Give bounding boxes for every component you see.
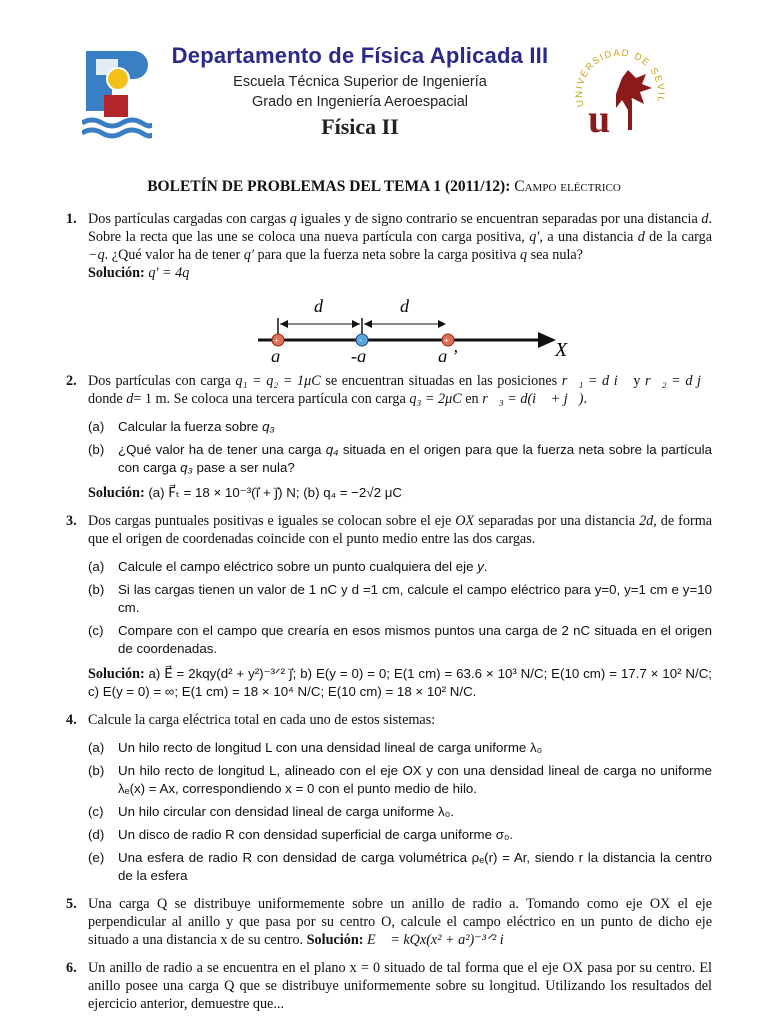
charge-label: q ’ <box>438 346 458 362</box>
problem-text: se encuentran situadas en las posiciones <box>325 373 558 389</box>
svg-text:+: + <box>444 336 449 345</box>
distance-label: d <box>314 296 323 316</box>
axis-label: X <box>555 339 568 361</box>
problem-text: en <box>465 391 479 407</box>
bulletin-title-main: BOLETÍN DE PROBLEMAS DEL TEMA 1 (2011/12) <box>147 178 506 195</box>
problem-text: sea nula? <box>530 247 583 263</box>
problem-text: donde <box>88 391 123 407</box>
department-name: Departamento de Física Aplicada III <box>171 43 549 68</box>
solution-text: a) E⃗ = 2kqy(d² + y²)⁻³ᐟ² j⃗; b) E(y = 0) = 0; E(1 cm) = 63.6 × 10³ N/C; E(10 cm) = 17.7 × 10² N/C; c) E(y = 0) = ∞; E(1 cm) = 18 × 10⁴ N/C; E(10 cm) = 18 × 10² N/C. <box>88 666 713 699</box>
problem-4: 4. Calcule la carga eléctrica total en cada uno de estos sistemas: (a) Un hilo recto de longitud L con una densidad lineal de carga uniforme λ₀ (b) Un hilo recto de longitud L, alineado con el eje OX y con una densidad lineal de carga no uniforme λₑ(x) = Ax, correspondiendo x = 0 con el punto medio de hilo. (c) Un hilo circular con densidad lineal de carga uniforme λ₀. (d) Un disco de radio R con densidad superficial de carga uniforme σ₀. (e) Una esfera de radio R con densidad de carga volumétrica ρₑ(r) = Ar, siendo r la distancia la centro de la esfera <box>66 712 712 883</box>
problem-text: Un anillo de radio a se encuentra en el plano x = 0 situado de tal forma que el eje OX pasa por su centro. El anillo posee una carga Q que se distribuye uniformemente sobre su longitud. Utilizando los resultados del ejercicio anterior, demuestre que... <box>88 960 712 1012</box>
problem-math: r⃗₂ = d j⃗ <box>645 373 713 389</box>
problem-1: 1. Dos partículas cargadas con cargas q iguales y de signo contrario se encuentran separadas por una distancia d. Sobre la recta que las une se coloca una nueva partícula con carga positiva, q′, a una distancia d de la carga −q. ¿Qué valor ha de tener q′ para que la fuerza neta sobre la carga positiva q sea nula? Solución: q′ = 4q + - + d d q -q q ’ X <box>60 210 712 362</box>
solution-label: Solución: <box>88 265 145 281</box>
problem-5: 5. Una carga Q se distribuye uniformemente sobre un anillo de radio a. Tomando como eje OX el eje perpendicular al anillo y que pasa por su centro O, calcule el campo eléctrico en un punto de dicho eje situado a una distancia x de su centro. Solución: E⃗ = kQx(x² + a²)⁻³ᐟ² i⃗ <box>66 896 712 948</box>
problem-number: 2 <box>66 373 74 389</box>
problem-2: 2. Dos partículas con carga q₁ = q₂ = 1μC se encuentran situadas en las posiciones r⃗₁ = d i⃗ y r⃗₂ = d j⃗ donde d= 1 m. Se coloca una tercera partícula con carga q₃ = 2μC en r⃗₃ = d(i⃗ + j⃗). (a) Calcular la fuerza sobre q₃ (b) ¿Qué valor ha de tener una carga q₄ situada en el origen para que la fuerza neta sobre la partícula con carga q₃ pase a ser nula? Solución: (a) F⃗ₜ = 18 × 10⁻³(i⃗ + j⃗) N; (b) q₄ = −2√2 μC <box>66 373 713 501</box>
problem-text: . Sobre la recta que las une se coloca una nueva partícula con carga positiva, <box>88 211 712 245</box>
subproblem-c: (c) Compare con el campo que crearía en esos mismos puntos una carga de 2 nC situada en el origen de coordenadas. <box>88 623 712 656</box>
svg-text:+: + <box>274 336 279 345</box>
problem-text: . ¿Qué valor ha de tener <box>104 247 241 263</box>
problem-text: , de forma que el origen de coordenadas coincide con el punto medio entre las dos cargas. <box>88 513 713 547</box>
solution-label: Solución: <box>306 932 364 948</box>
negative-charge-icon <box>356 334 368 346</box>
problem-text: , a una distancia <box>539 229 634 245</box>
degree-name: Grado en Ingeniería Aeroespacial <box>251 94 469 110</box>
subject-name: Física II <box>321 114 399 139</box>
subproblem-b: (b) Un hilo recto de longitud L, alineado con el eje OX y con una densidad lineal de carga no uniforme λₑ(x) = Ax, correspondiendo x = 0 con el punto medio de hilo. <box>88 763 712 796</box>
problem-text: = 1 m. Se coloca una tercera partícula con carga <box>133 391 406 407</box>
subproblem-a: (a) Calcular la fuerza sobre q₃ <box>88 419 275 434</box>
charge-label: q <box>271 346 280 362</box>
university-seal <box>570 44 670 149</box>
problem-number: 1 <box>66 211 74 227</box>
page-header <box>0 0 768 160</box>
subproblem-e: (e) Una esfera de radio R con densidad de carga volumétrica ρₑ(r) = Ar, siendo r la distancia la centro de la esfera <box>88 850 712 883</box>
school-name: Escuela Técnica Superior de Ingeniería <box>233 74 487 90</box>
problem-number: 5 <box>66 896 74 912</box>
problem-text: Dos partículas con carga <box>88 373 231 389</box>
problem-text: Dos cargas puntuales positivas e iguales se colocan sobre el eje <box>88 513 452 529</box>
problem-6: 6. Un anillo de radio a se encuentra en el plano x = 0 situado de tal forma que el eje OX pasa por su centro. El anillo posee una carga Q que se distribuye uniformemente sobre su longitud. Utilizando los resultados del ejercicio anterior, demuestre que... <box>66 960 712 1012</box>
problem-text: separadas por una distancia <box>478 513 636 529</box>
svg-text:u: u <box>588 96 611 141</box>
problem-number: 3 <box>66 513 74 529</box>
solution-text: q′ = 4q <box>148 265 190 281</box>
subproblem-b: (b) ¿Qué valor ha de tener una carga q₄ situada en el origen para que la fuerza neta sobre la partícula con carga q₃ pase a ser nula? <box>88 442 713 475</box>
bulletin-topic: Campo eléctrico <box>514 178 621 195</box>
seal-text: UNIVERSIDAD DE SEVIL <box>573 47 667 108</box>
charges-diagram <box>88 290 712 362</box>
problem-text: Dos partículas cargadas con cargas <box>88 211 287 227</box>
subproblem-c: (c) Un hilo circular con densidad lineal de carga uniforme λ₀. <box>88 804 454 819</box>
solution-text: (a) F⃗ₜ = 18 × 10⁻³(i⃗ + j⃗) N; (b) q₄ = −2√2 μC <box>148 485 402 500</box>
solution-label: Solución: <box>88 485 145 501</box>
subproblem-a: (a) Calcule el campo eléctrico sobre un punto cualquiera del eje y. <box>88 559 488 574</box>
solution-text: E⃗ = kQx(x² + a²)⁻³ᐟ² i⃗ <box>366 932 515 948</box>
problem-text: Una carga Q se distribuye uniformemente sobre un anillo de radio a. Tomando como eje OX el eje perpendicular al anillo y que pasa por su centro O, calcule el campo eléctrico en un punto de dicho eje situado a una distancia x de su centro. <box>88 896 712 948</box>
problem-math: r⃗₁ = d i⃗ <box>561 373 629 389</box>
problem-text: iguales y de signo contrario se encuentran separadas por una distancia <box>300 211 698 227</box>
problem-text: y <box>633 373 641 389</box>
problem-text: de la carga <box>649 229 713 245</box>
problem-3: 3. Dos cargas puntuales positivas e iguales se colocan sobre el eje OX separadas por una distancia 2d, de forma que el origen de coordenadas coincide con el punto medio entre las dos cargas. (a) Calcule el campo eléctrico sobre un punto cualquiera del eje y. (b) Si las cargas tienen un valor de 1 nC y d =1 cm, calcule el campo eléctrico para y=0, y=1 cm e y=10 cm. (c) Compare con el campo que crearía en esos mismos puntos una carga de 2 nC situada en el origen de coordenadas. Solución: a) E⃗ = 2kqy(d² + y²)⁻³ᐟ² j⃗; b) E(y = 0) = 0; E(1 cm) = 63.6 × 10³ N/C; E(10 cm) = 17.7 × 10² N/C; c) E(y = 0) = ∞; E(1 cm) = 18 × 10⁴ N/C; E(10 cm) = 18 × 10² N/C. <box>66 513 713 699</box>
subproblem-d: (d) Un disco de radio R con densidad superficial de carga uniforme σ₀. <box>88 827 514 842</box>
problem-number: 6 <box>66 960 74 976</box>
subproblem-a: (a) Un hilo recto de longitud L con una densidad lineal de carga uniforme λ₀ <box>88 740 543 755</box>
problem-math: r⃗₃ = d(i⃗ + j⃗) <box>482 391 584 407</box>
problem-math: q₃ = 2μC <box>409 391 462 407</box>
department-logo <box>82 47 152 144</box>
problems-list <box>60 210 712 1023</box>
problem-text: para que la fuerza neta sobre la carga positiva <box>257 247 517 263</box>
problem-number: 4 <box>66 712 74 728</box>
svg-text:-: - <box>359 335 362 345</box>
solution-label: Solución: <box>88 666 145 682</box>
bulletin-title: BOLETÍN DE PROBLEMAS DEL TEMA 1 (2011/12): Campo eléctrico <box>147 178 621 195</box>
subproblem-b: (b) Si las cargas tienen un valor de 1 nC y d =1 cm, calcule el campo eléctrico para y=0, y=1 cm e y=10 cm. <box>88 582 712 615</box>
charge-label: -q <box>351 346 366 362</box>
problem-math: q₁ = q₂ = 1μC <box>235 373 321 389</box>
distance-label: d <box>400 296 409 316</box>
problem-text: Calcule la carga eléctrica total en cada uno de estos sistemas: <box>88 712 436 728</box>
